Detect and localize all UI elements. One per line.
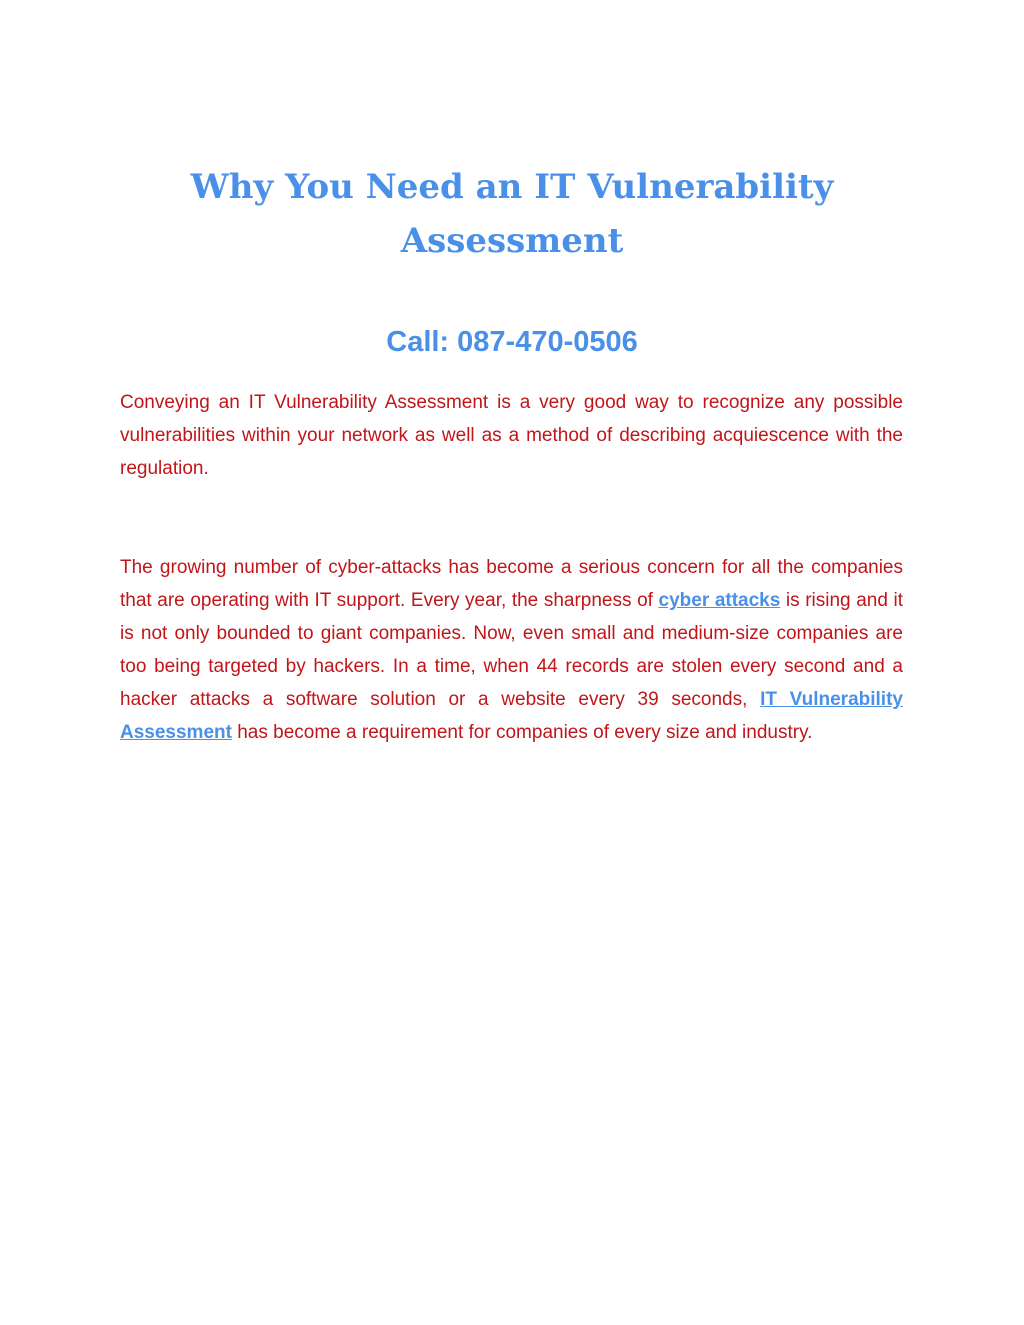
it-vulnerability-assessment-link[interactable]: IT Vulnerability Assessment: [120, 689, 903, 743]
cyber-attacks-link[interactable]: cyber attacks: [658, 590, 781, 611]
paragraph-text-part-2: is rising and it is not only bounded to giant companies. Now, even small and medium-size companies are too being targeted by hackers. In a time, when 44 records are stolen every second and a hacker attacks a software solution or a website every 39 seconds,: [120, 590, 903, 710]
paragraph-text-part-3: has become a requirement for companies of every size and industry.: [231, 722, 813, 743]
page-title: Why You Need an IT Vulnerability Assessment: [190, 167, 834, 261]
phone-call-line: Call: 087-470-0506: [386, 326, 638, 358]
paragraph-text-part-1: The growing number of cyber-attacks has become a serious concern for all the companies that are operating with IT support. Every year, the sharpness of: [120, 557, 903, 611]
intro-paragraph: Conveying an IT Vulnerability Assessment is a very good way to recognize any possible vulnerabilities within your network as well as a method of describing acquiescence with the regulation.: [120, 392, 903, 479]
cyber-attacks-paragraph: [120, 551, 903, 749]
